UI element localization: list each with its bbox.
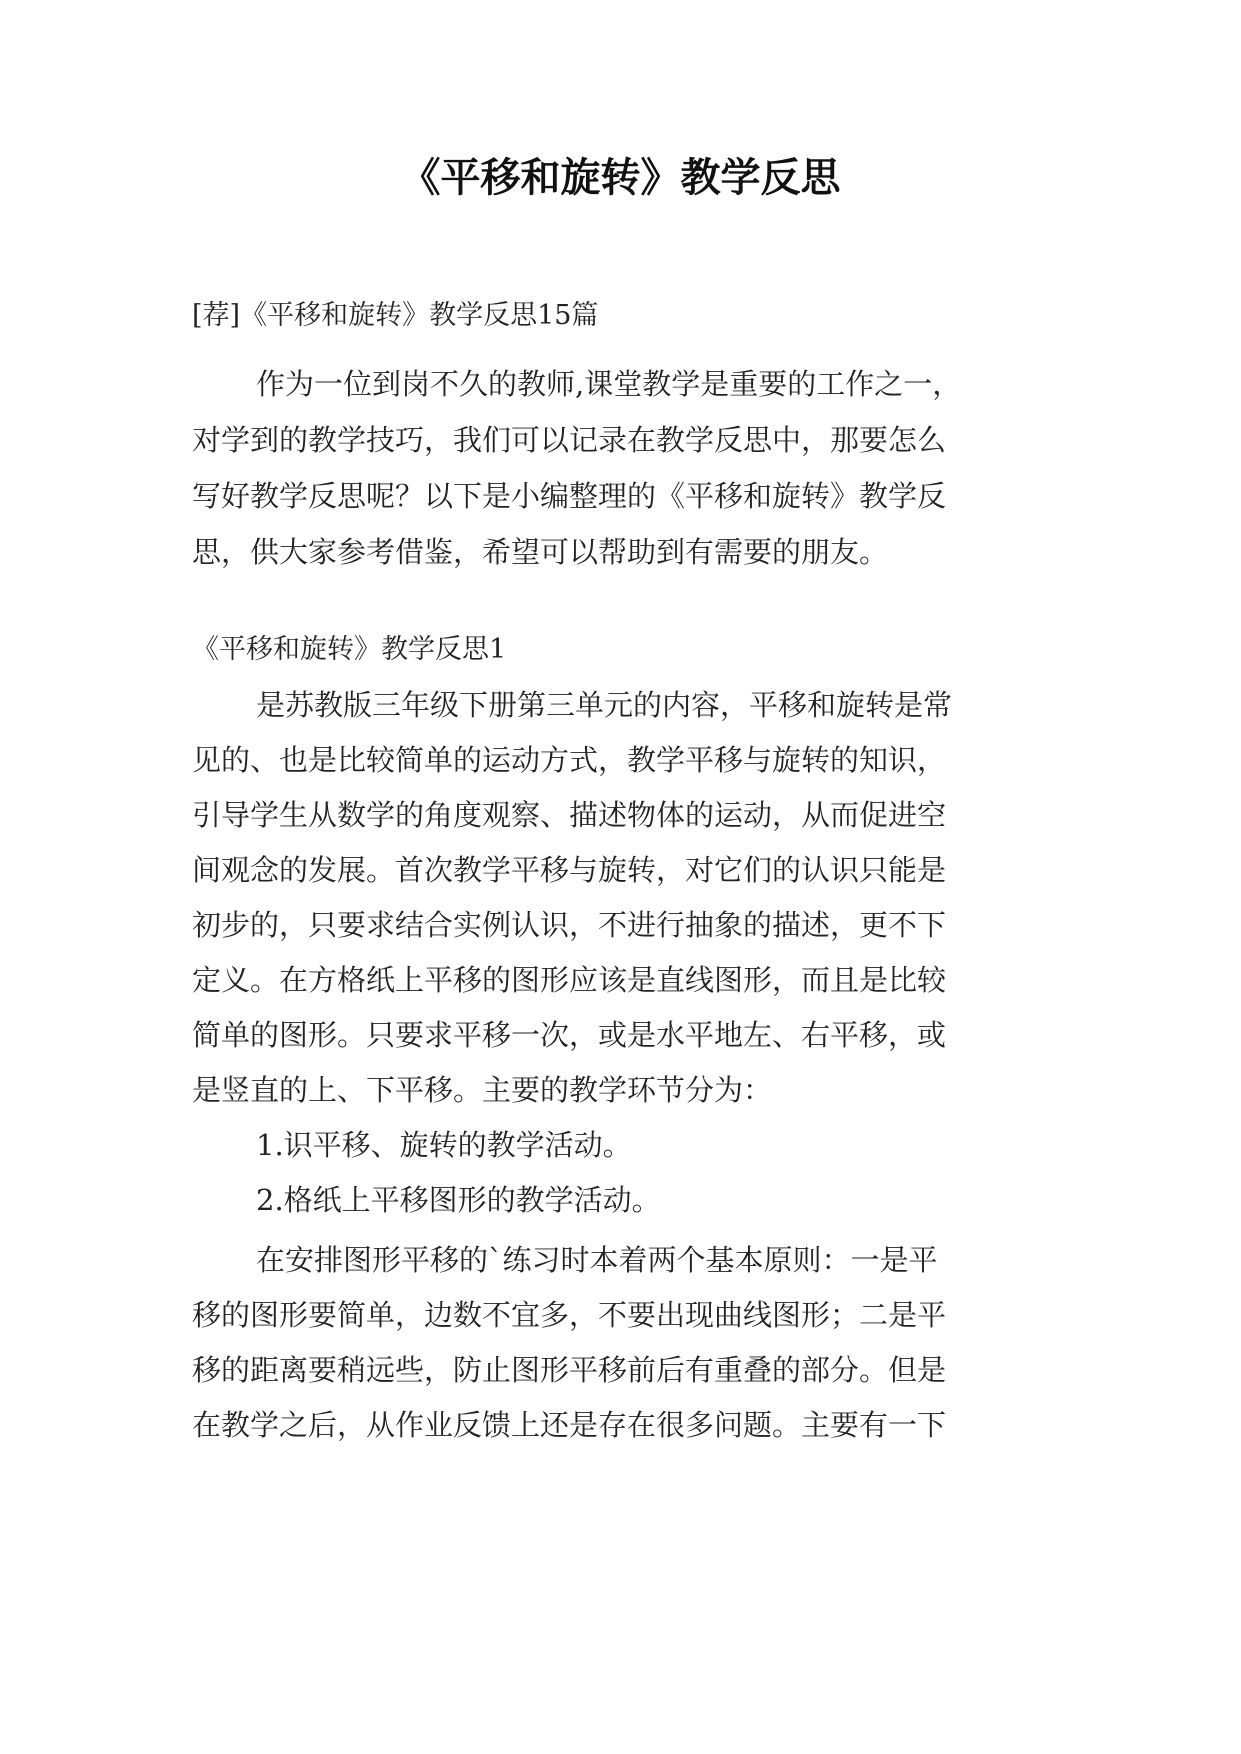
paragraph-line: 间观念的发展。首次教学平移与旋转，对它们的认识只能是: [192, 853, 947, 887]
paragraph-line: 移的图形要简单，边数不宜多，不要出现曲线图形；二是平: [192, 1298, 947, 1332]
paragraph-line: 在安排图形平移的`练习时本着两个基本原则：一是平: [256, 1243, 938, 1277]
list-item: 2.格纸上平移图形的教学活动。: [256, 1183, 661, 1217]
paragraph-line: 见的、也是比较简单的运动方式，教学平移与旋转的知识，: [192, 743, 947, 777]
section-heading: 《平移和旋转》教学反思1: [192, 634, 507, 665]
intro-line: 对学到的教学技巧，我们可以记录在教学反思中，那要怎么: [192, 423, 947, 457]
document-subtitle: [荐]《平移和旋转》教学反思15篇: [192, 300, 599, 331]
paragraph-line: 简单的图形。只要求平移一次，或是水平地左、右平移，或: [192, 1018, 947, 1052]
paragraph-line: 是竖直的上、下平移。主要的教学环节分为：: [192, 1073, 773, 1107]
paragraph-line: 定义。在方格纸上平移的图形应该是直线图形，而且是比较: [192, 963, 947, 997]
list-item: 1.识平移、旋转的教学活动。: [256, 1128, 632, 1162]
paragraph-line: 初步的，只要求结合实例认识，不进行抽象的描述，更不下: [192, 908, 947, 942]
intro-line: 作为一位到岗不久的教师,课堂教学是重要的工作之一，: [256, 367, 962, 401]
document-title: 《平移和旋转》教学反思: [400, 155, 841, 201]
intro-line: 思，供大家参考借鉴，希望可以帮助到有需要的朋友。: [192, 535, 889, 569]
paragraph-line: 是苏教版三年级下册第三单元的内容，平移和旋转是常: [256, 688, 953, 722]
paragraph-line: 在教学之后，从作业反馈上还是存在很多问题。主要有一下: [192, 1408, 947, 1442]
paragraph-line: 引导学生从数学的角度观察、描述物体的运动，从而促进空: [192, 798, 947, 832]
paragraph-line: 移的距离要稍远些，防止图形平移前后有重叠的部分。但是: [192, 1353, 947, 1387]
intro-line: 写好教学反思呢？以下是小编整理的《平移和旋转》教学反: [192, 479, 947, 513]
